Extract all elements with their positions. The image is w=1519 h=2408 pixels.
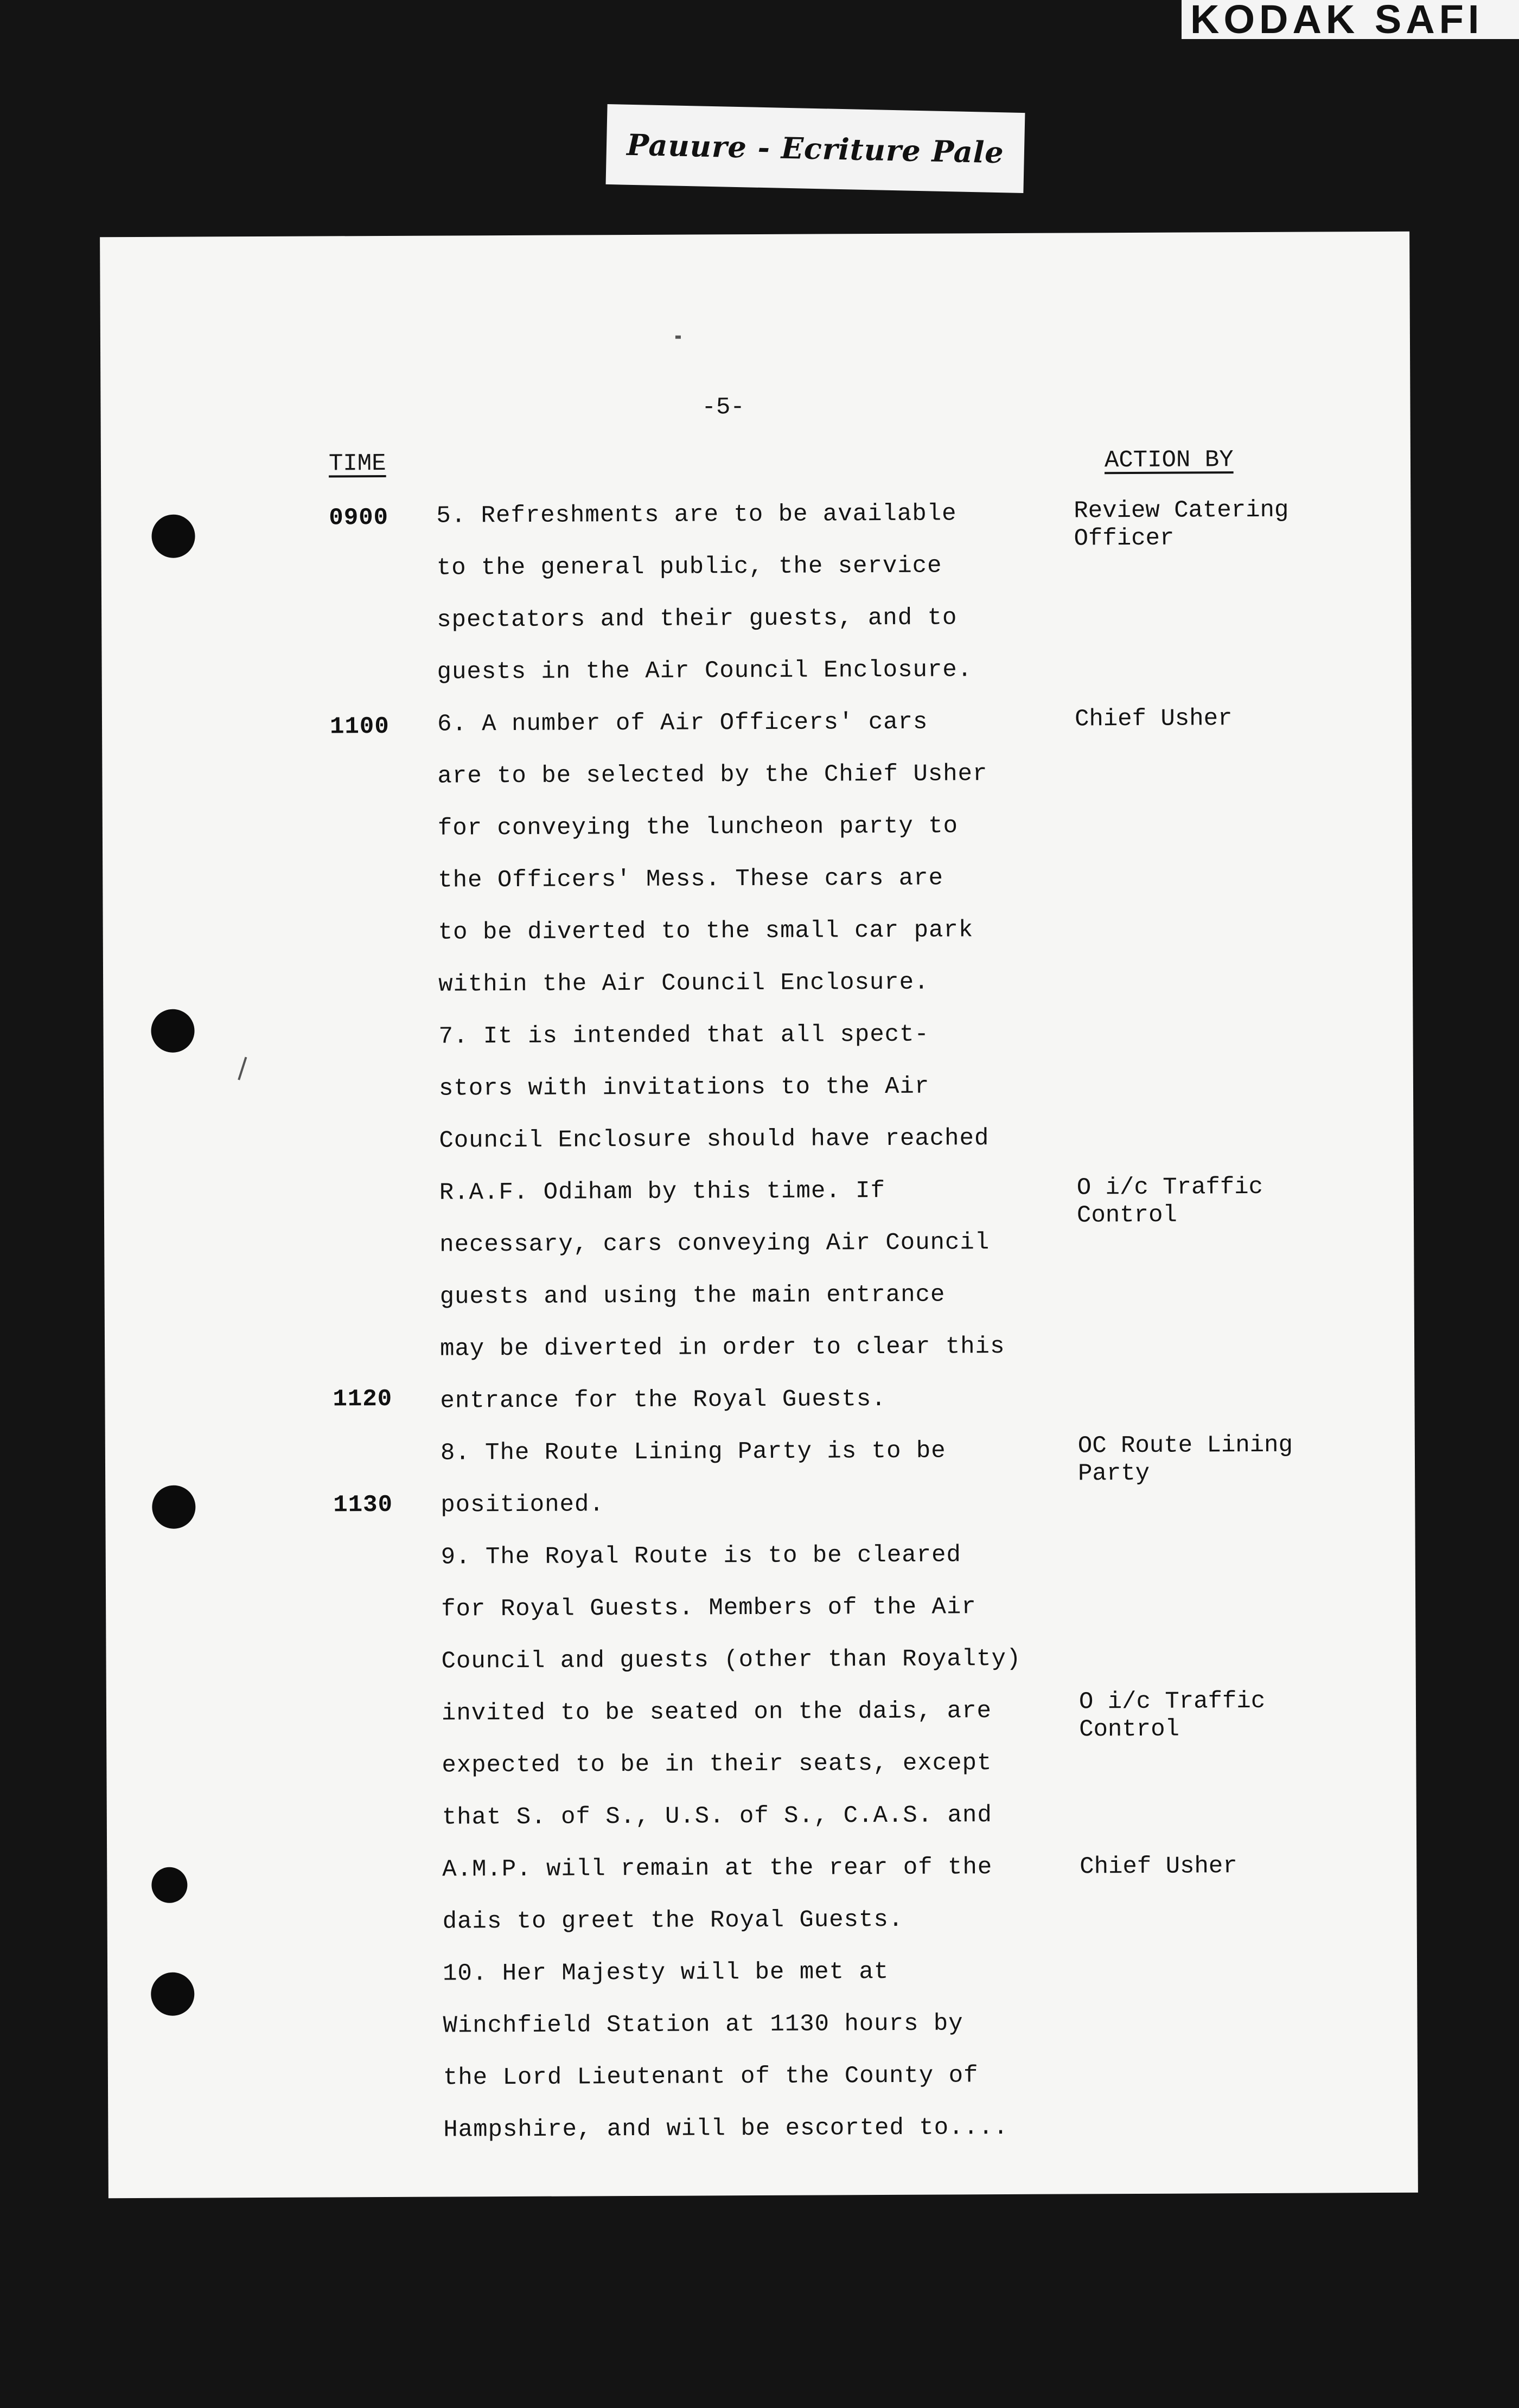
- time-entry: 0900: [329, 504, 389, 532]
- film-edge-mark: KODAK SAFI: [1182, 0, 1519, 39]
- action-by-entry: O i/c Traffic Control: [1076, 1173, 1263, 1229]
- body-line: that S. of S., U.S. of S., C.A.S. and: [442, 1802, 992, 1831]
- body-line: guests in the Air Council Enclosure.: [437, 656, 973, 686]
- action-by-entry: Chief Usher: [1074, 705, 1233, 733]
- time-entry: 1120: [333, 1385, 393, 1413]
- punch-hole: [151, 1972, 194, 2016]
- action-by-entry: O i/c Traffic Control: [1078, 1687, 1266, 1744]
- body-line: 10. Her Majesty will be met at: [442, 1958, 889, 1988]
- punch-hole: [152, 1485, 195, 1529]
- body-line: to the general public, the service: [436, 552, 942, 582]
- body-line: for conveying the luncheon party to: [437, 812, 959, 842]
- body-line: 9. The Royal Route is to be cleared: [441, 1541, 962, 1571]
- body-line: 6. A number of Air Officers' cars: [437, 708, 928, 738]
- body-line: 7. It is intended that all spect-: [438, 1021, 930, 1051]
- body-line: Council Enclosure should have reached: [439, 1125, 990, 1155]
- body-line: the Officers' Mess. These cars are: [438, 864, 944, 894]
- body-line: Winchfield Station at 1130 hours by: [443, 2010, 963, 2040]
- body-line: the Lord Lieutenant of the County of: [443, 2062, 979, 2092]
- body-line: entrance for the Royal Guests.: [440, 1385, 886, 1415]
- document-page: [100, 232, 1418, 2198]
- body-line: to be diverted to the small car park: [438, 917, 974, 946]
- body-line: may be diverted in order to clear this: [439, 1333, 1005, 1363]
- action-by-entry: OC Route Lining Party: [1077, 1431, 1293, 1488]
- body-line: 8. The Route Lining Party is to be: [440, 1437, 946, 1467]
- body-line: 5. Refreshments are to be available: [436, 500, 957, 530]
- punch-hole: [151, 515, 195, 558]
- body-line: R.A.F. Odiham by this time. If: [439, 1177, 886, 1207]
- body-line: Hampshire, and will be escorted to....: [443, 2114, 1009, 2144]
- body-line: guests and using the main entrance: [439, 1281, 946, 1311]
- body-line: positioned.: [441, 1491, 604, 1519]
- body-line: spectators and their guests, and to: [437, 604, 958, 634]
- body-line: expected to be in their seats, except: [442, 1750, 992, 1779]
- page-number: -5-: [701, 394, 745, 421]
- action-by-entry: Chief Usher: [1080, 1853, 1237, 1881]
- time-entry: 1100: [329, 713, 390, 741]
- body-line: Council and guests (other than Royalty): [441, 1645, 1022, 1675]
- body-line: stors with invitations to the Air: [438, 1073, 930, 1103]
- body-line: invited to be seated on the dais, are: [441, 1698, 992, 1727]
- body-line: for Royal Guests. Members of the Air: [441, 1593, 976, 1623]
- body-line: necessary, cars conveying Air Council: [439, 1229, 990, 1259]
- time-entry: 1130: [333, 1491, 393, 1519]
- dust-speck: [675, 336, 681, 339]
- scratch-mark: [238, 1057, 247, 1080]
- header-time: TIME: [328, 450, 386, 478]
- body-line: A.M.P. will remain at the rear of the: [442, 1854, 993, 1884]
- header-action-by: ACTION BY: [1104, 446, 1234, 475]
- body-line: are to be selected by the Chief Usher: [437, 760, 988, 790]
- body-line: dais to greet the Royal Guests.: [442, 1906, 904, 1936]
- action-by-entry: Review Catering Officer: [1074, 496, 1289, 553]
- archive-label-text: Pauure - Ecriture Pale: [626, 127, 1005, 170]
- punch-hole: [151, 1867, 187, 1903]
- punch-hole: [151, 1009, 194, 1053]
- archive-label-slip: [606, 104, 1025, 193]
- body-line: within the Air Council Enclosure.: [438, 969, 929, 998]
